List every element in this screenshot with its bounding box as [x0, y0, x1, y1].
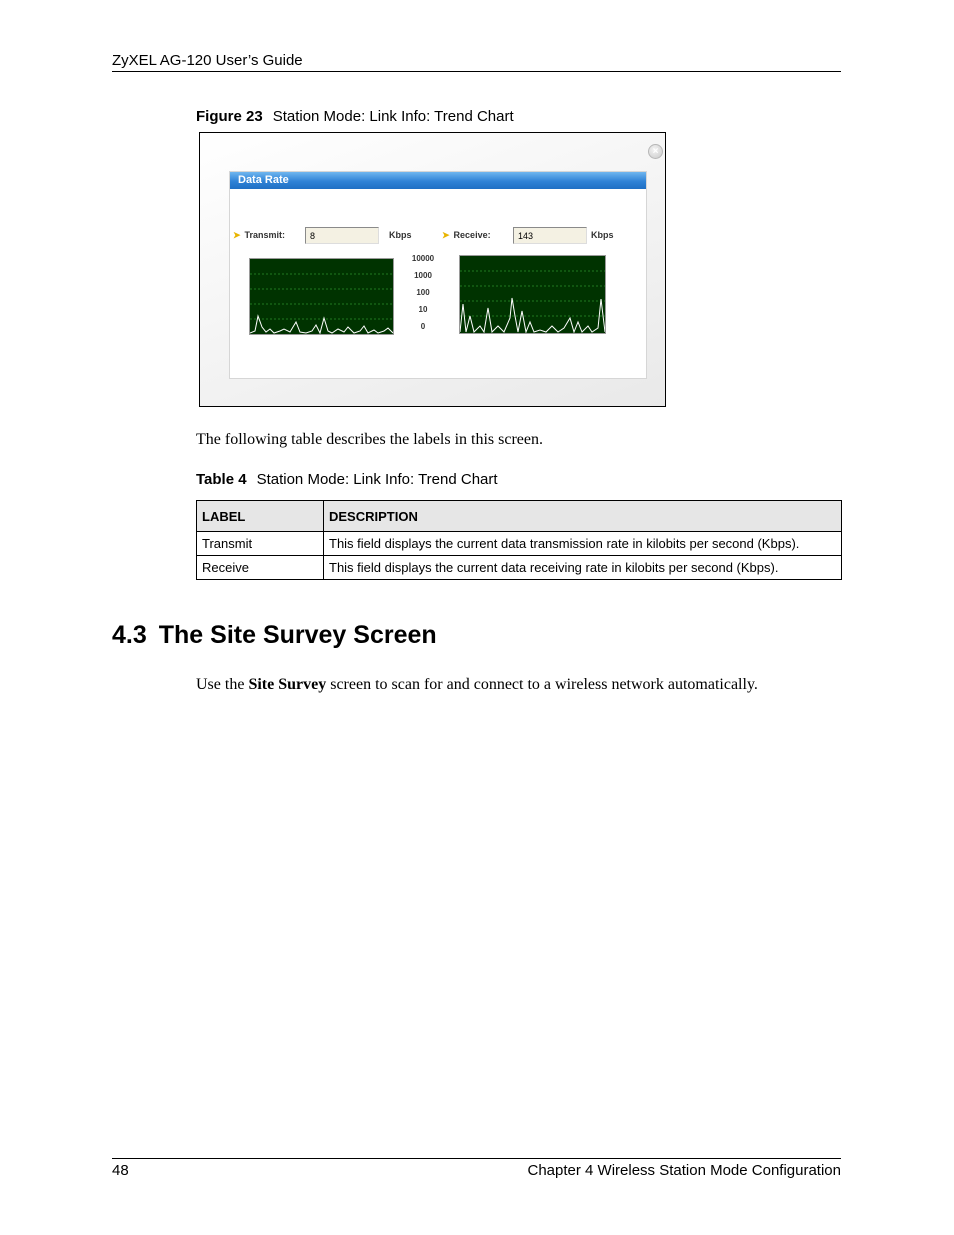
header-rule: [112, 71, 841, 72]
column-header-label: LABEL: [197, 501, 324, 532]
receive-unit: Kbps: [591, 230, 614, 240]
trend-chart-screenshot: [199, 132, 666, 407]
scale-label: 10000: [411, 254, 435, 263]
section-number: 4.3: [112, 621, 147, 649]
arrow-icon: ➤: [233, 230, 241, 240]
footer-rule: [112, 1158, 841, 1159]
arrow-icon: ➤: [442, 230, 450, 240]
receive-label: ➤ Receive:: [442, 230, 491, 240]
table-row: [197, 532, 842, 556]
close-icon[interactable]: ×: [648, 144, 663, 159]
receive-trend-graph: [459, 255, 606, 334]
data-rate-panel: [229, 171, 647, 379]
page-number: 48: [112, 1162, 129, 1179]
scale-label: 10: [418, 305, 428, 314]
row-label: Transmit: [197, 532, 324, 556]
table-row: [197, 556, 842, 580]
figure-caption-text: Station Mode: Link Info: Trend Chart: [272, 108, 514, 125]
section-heading: [112, 621, 437, 650]
table-header-row: [197, 501, 842, 532]
transmit-unit: Kbps: [389, 230, 412, 240]
transmit-label: ➤ Transmit:: [233, 230, 286, 240]
row-description: This field displays the current data receiving rate in kilobits per second (Kbps).: [324, 556, 842, 580]
panel-title: Data Rate: [230, 172, 646, 189]
receive-trace: [460, 298, 605, 332]
section-paragraph: Use the Site Survey screen to scan for and connect to a wireless network automatically.: [196, 676, 758, 693]
receive-field[interactable]: 143: [513, 227, 587, 244]
running-header: ZyXEL AG-120 User’s Guide: [112, 52, 303, 69]
figure-caption: [196, 108, 514, 125]
scale-label: 0: [420, 322, 426, 331]
table-label: Table 4: [196, 471, 247, 488]
row-description: This field displays the current data transmission rate in kilobits per second (Kbps).: [324, 532, 842, 556]
transmit-field[interactable]: 8: [305, 227, 379, 244]
section-title: The Site Survey Screen: [158, 621, 437, 649]
row-label: Receive: [197, 556, 324, 580]
site-survey-term: Site Survey: [248, 676, 327, 693]
table-caption-text: Station Mode: Link Info: Trend Chart: [256, 471, 498, 488]
figure-label: Figure 23: [196, 108, 263, 125]
label-description-table: [196, 500, 842, 580]
intro-paragraph: The following table describes the labels in this screen.: [196, 431, 544, 448]
scale-label: 1000: [414, 271, 432, 280]
scale-label: 100: [416, 288, 430, 297]
transmit-trend-graph: [249, 258, 394, 335]
column-header-description: DESCRIPTION: [324, 501, 842, 532]
table-caption: [196, 471, 498, 488]
chapter-title: Chapter 4 Wireless Station Mode Configuration: [527, 1162, 841, 1179]
